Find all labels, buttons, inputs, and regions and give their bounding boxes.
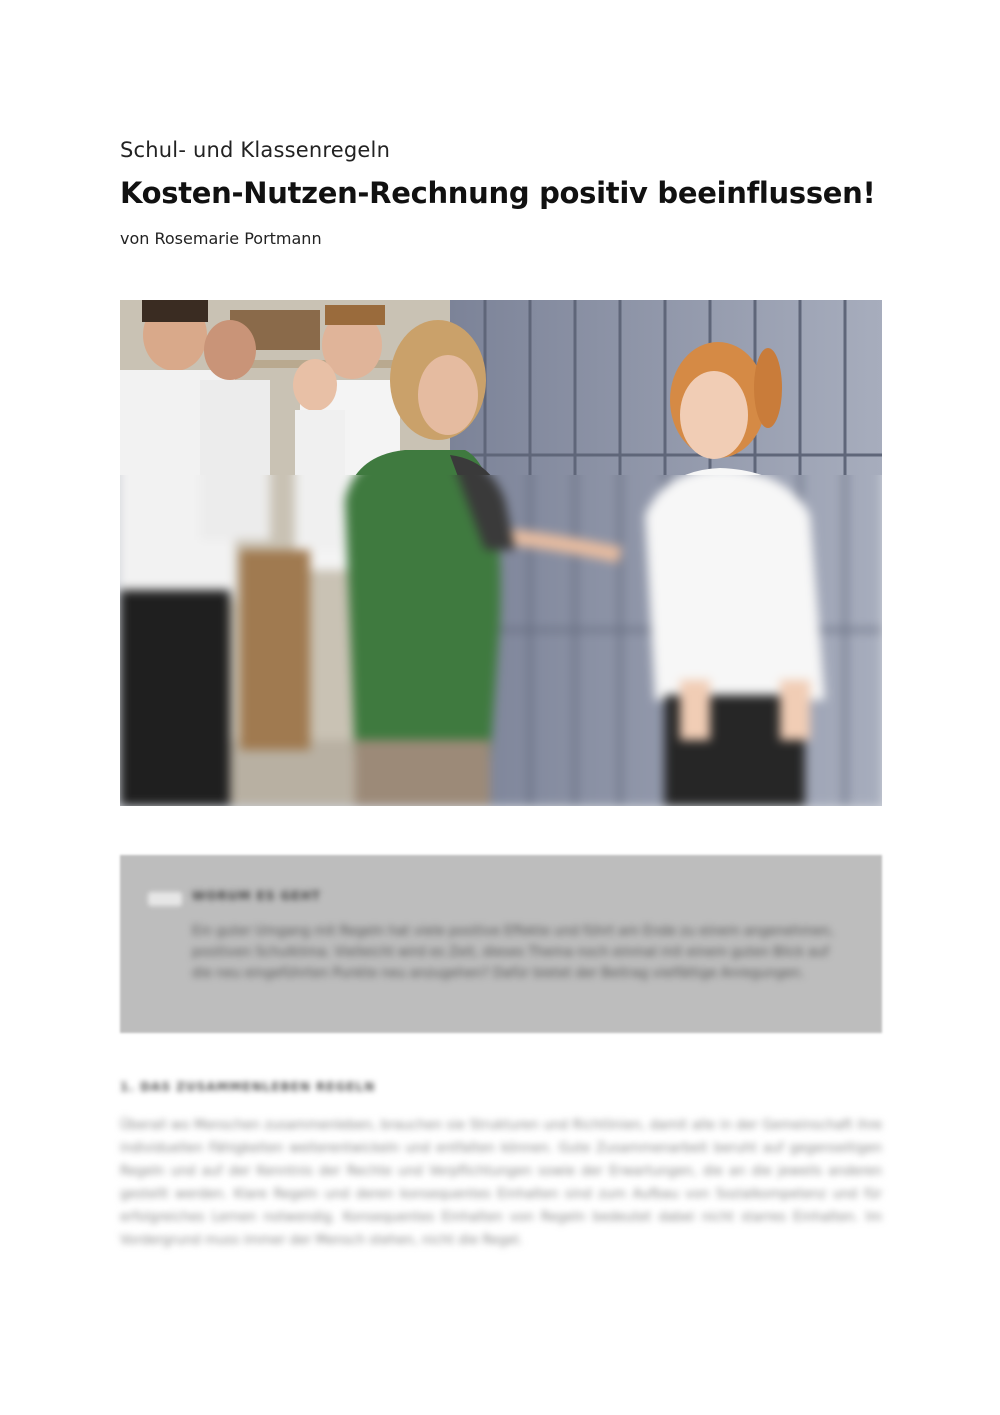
hero-photo <box>120 300 882 806</box>
photo-illustration <box>120 300 882 806</box>
info-box-heading: WORUM ES GEHT <box>192 889 321 903</box>
info-badge-icon <box>148 892 182 906</box>
section-heading: 1. DAS ZUSAMMENLEBEN REGELN <box>120 1080 376 1094</box>
info-box <box>120 855 882 1033</box>
section-body-text: Überall wo Menschen zusammenleben, brauchen sie Strukturen und Richtlinien, damit alle in der Gemeinschaft ihre individuellen Fähigkeiten weiterentwickeln und entfalten können. Gute Zusammenarbeit beruht auf gegenseitigen Regeln und auf der Kenntnis der Rechte und Verpflichtungen sowie der Erwartungen, die an die jeweils anderen gestellt werden. Klare Regeln und deren konsequentes Einhalten sind zum Aufbau von Sozialkompetenz und für erfolgreiches Lernen notwendig. Konsequentes Einhalten von Regeln bedeutet dabei nicht starres Einhalten. Im Vordergrund muss immer der Mensch stehen, nicht die Regel. <box>120 1118 882 1248</box>
info-box-text: Ein guter Umgang mit Regeln hat viele positive Effekte und führt am Ende zu einem angenehmen, positiven Schulklima. Vielleicht wird es Zeit, dieses Thema noch einmal mit einem guten Blick auf die neu eingeführten Punkte neu anzugehen? Dafür bietet der Beitrag vielfältige Anregungen. <box>192 924 834 981</box>
document-author: von Rosemarie Portmann <box>120 229 322 248</box>
document-title: Kosten-Nutzen-Rechnung positiv beeinflussen! <box>120 176 876 210</box>
document-subtitle: Schul- und Klassenregeln <box>120 138 391 162</box>
